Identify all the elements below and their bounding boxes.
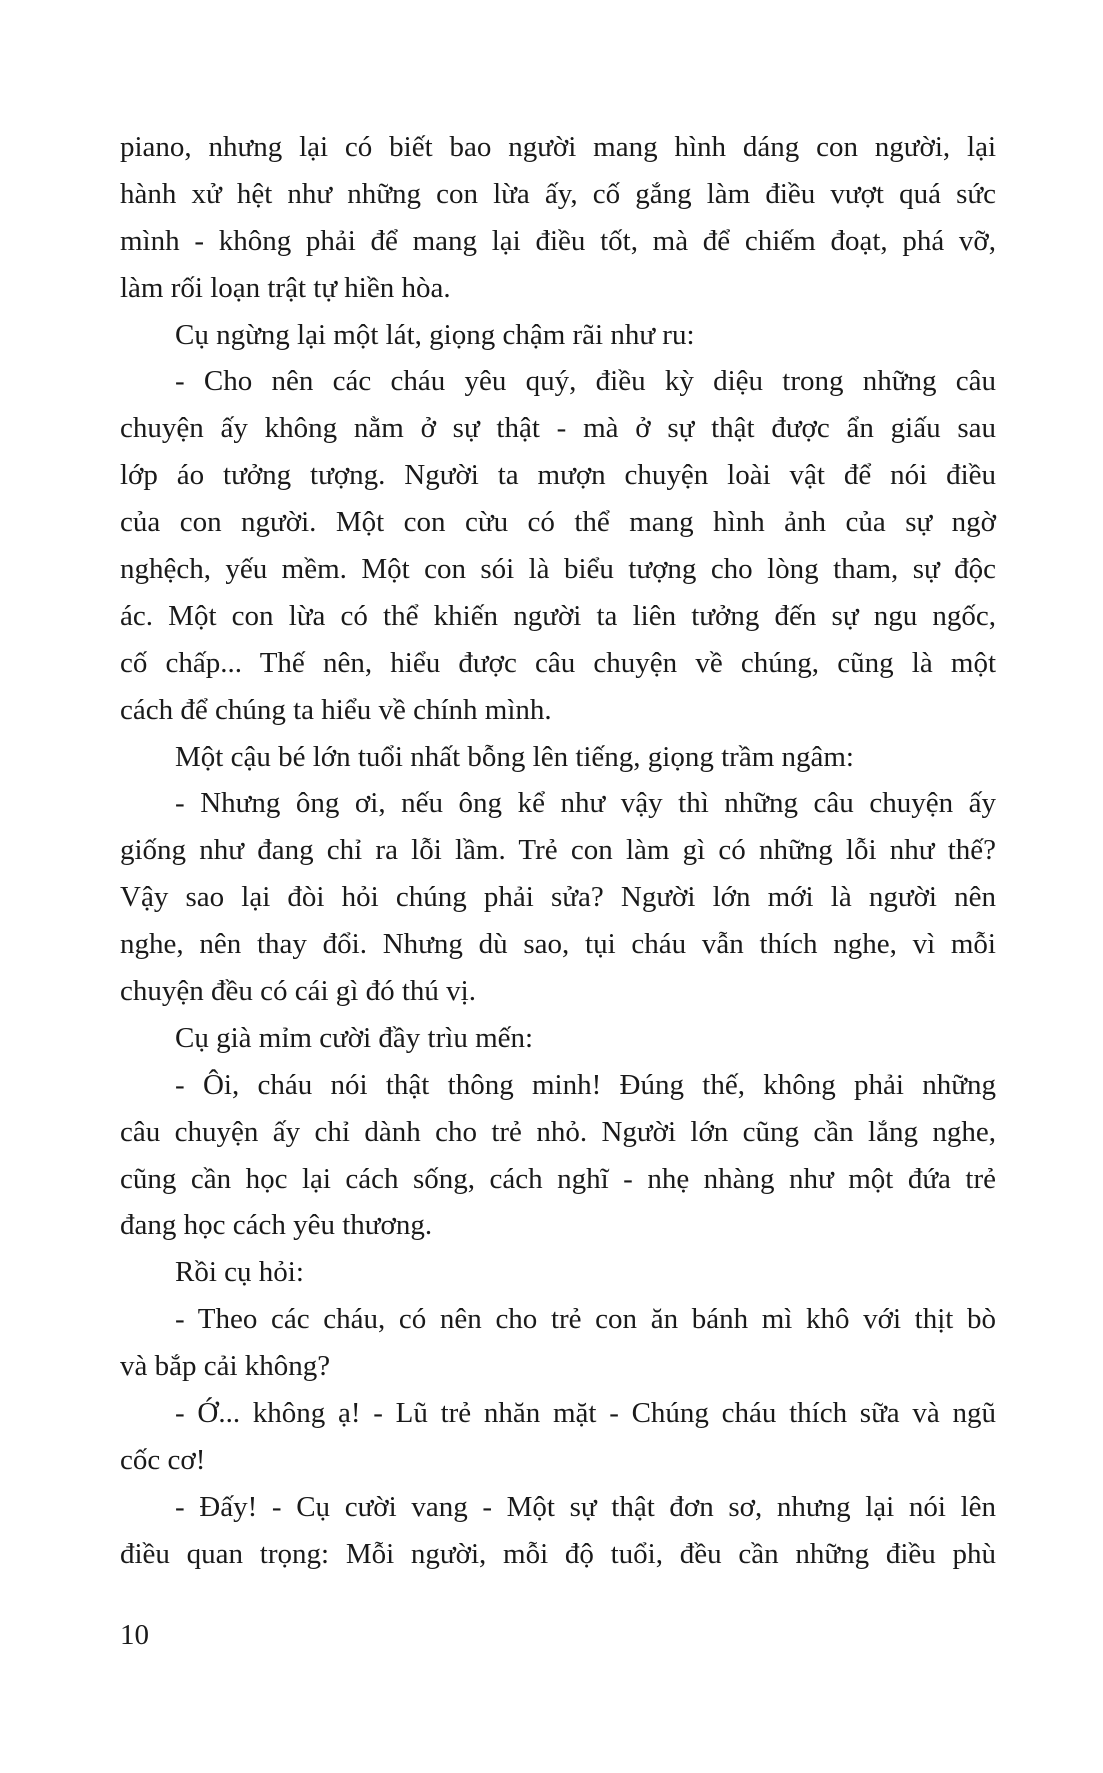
text-line: làm rối loạn trật tự hiền hòa. (120, 271, 451, 304)
text-line: lớp áo tưởng tượng. Người ta mượn chuyện loài vật để nói điều (120, 459, 996, 492)
text-line: nghệch, yếu mềm. Một con sói là biểu tượng cho lòng tham, sự độc (120, 553, 996, 586)
page-body-text (120, 124, 996, 1578)
text-line: - Đấy! - Cụ cười vang - Một sự thật đơn sơ, nhưng lại nói lên (175, 1490, 996, 1523)
text-line: Rồi cụ hỏi: (175, 1256, 304, 1289)
paragraph (120, 1296, 996, 1390)
text-line: giống như đang chỉ ra lỗi lầm. Trẻ con làm gì có những lỗi như thế? (120, 834, 996, 867)
paragraph (120, 780, 996, 1014)
text-line: ác. Một con lừa có thể khiến người ta liên tưởng đến sự ngu ngốc, (120, 599, 996, 632)
text-line: cốc cơ! (120, 1443, 206, 1476)
paragraph (120, 1484, 996, 1578)
text-line: hành xử hệt như những con lừa ấy, cố gắng làm điều vượt quá sức (120, 177, 996, 210)
paragraph (120, 1062, 996, 1250)
text-line: mình - không phải để mang lại điều tốt, mà để chiếm đoạt, phá vỡ, (120, 224, 996, 257)
text-line: nghe, nên thay đổi. Nhưng dù sao, tụi cháu vẫn thích nghe, vì mỗi (120, 928, 996, 961)
text-line: cũng cần học lại cách sống, cách nghĩ - nhẹ nhàng như một đứa trẻ (120, 1162, 996, 1195)
text-line: của con người. Một con cừu có thể mang hình ảnh của sự ngờ (120, 506, 996, 539)
page-number: 10 (120, 1619, 149, 1651)
text-line: điều quan trọng: Mỗi người, mỗi độ tuổi, đều cần những điều phù (120, 1537, 996, 1570)
text-line: câu chuyện ấy chỉ dành cho trẻ nhỏ. Người lớn cũng cần lắng nghe, (120, 1115, 996, 1148)
text-line: và bắp cải không? (120, 1350, 331, 1383)
text-line: cố chấp... Thế nên, hiểu được câu chuyện về chúng, cũng là một (120, 646, 996, 679)
paragraph (120, 1249, 996, 1296)
text-line: - Ớ... không ạ! - Lũ trẻ nhăn mặt - Chúng cháu thích sữa và ngũ (175, 1397, 996, 1430)
text-line: cách để chúng ta hiểu về chính mình. (120, 693, 552, 726)
text-line: đang học cách yêu thương. (120, 1209, 433, 1242)
text-line: - Cho nên các cháu yêu quý, điều kỳ diệu trong những câu (175, 365, 996, 398)
text-line: - Theo các cháu, có nên cho trẻ con ăn bánh mì khô với thịt bò (175, 1303, 996, 1336)
paragraph (120, 312, 996, 359)
text-line: Cụ già mỉm cười đầy trìu mến: (175, 1021, 534, 1054)
paragraph (120, 1015, 996, 1062)
paragraph (120, 734, 996, 781)
paragraph (120, 1390, 996, 1484)
text-line: Vậy sao lại đòi hỏi chúng phải sửa? Người lớn mới là người nên (120, 881, 996, 914)
paragraph (120, 358, 996, 733)
text-line: - Nhưng ông ơi, nếu ông kể như vậy thì những câu chuyện ấy (175, 787, 996, 820)
text-line: Một cậu bé lớn tuổi nhất bỗng lên tiếng, giọng trầm ngâm: (175, 740, 854, 773)
text-line: chuyện đều có cái gì đó thú vị. (120, 975, 476, 1008)
text-line: Cụ ngừng lại một lát, giọng chậm rãi như ru: (175, 318, 695, 351)
text-line: piano, nhưng lại có biết bao người mang hình dáng con người, lại (120, 131, 996, 163)
text-line: chuyện ấy không nằm ở sự thật - mà ở sự thật được ẩn giấu sau (120, 412, 996, 445)
text-line: - Ôi, cháu nói thật thông minh! Đúng thế, không phải những (175, 1068, 996, 1101)
paragraph (120, 124, 996, 312)
